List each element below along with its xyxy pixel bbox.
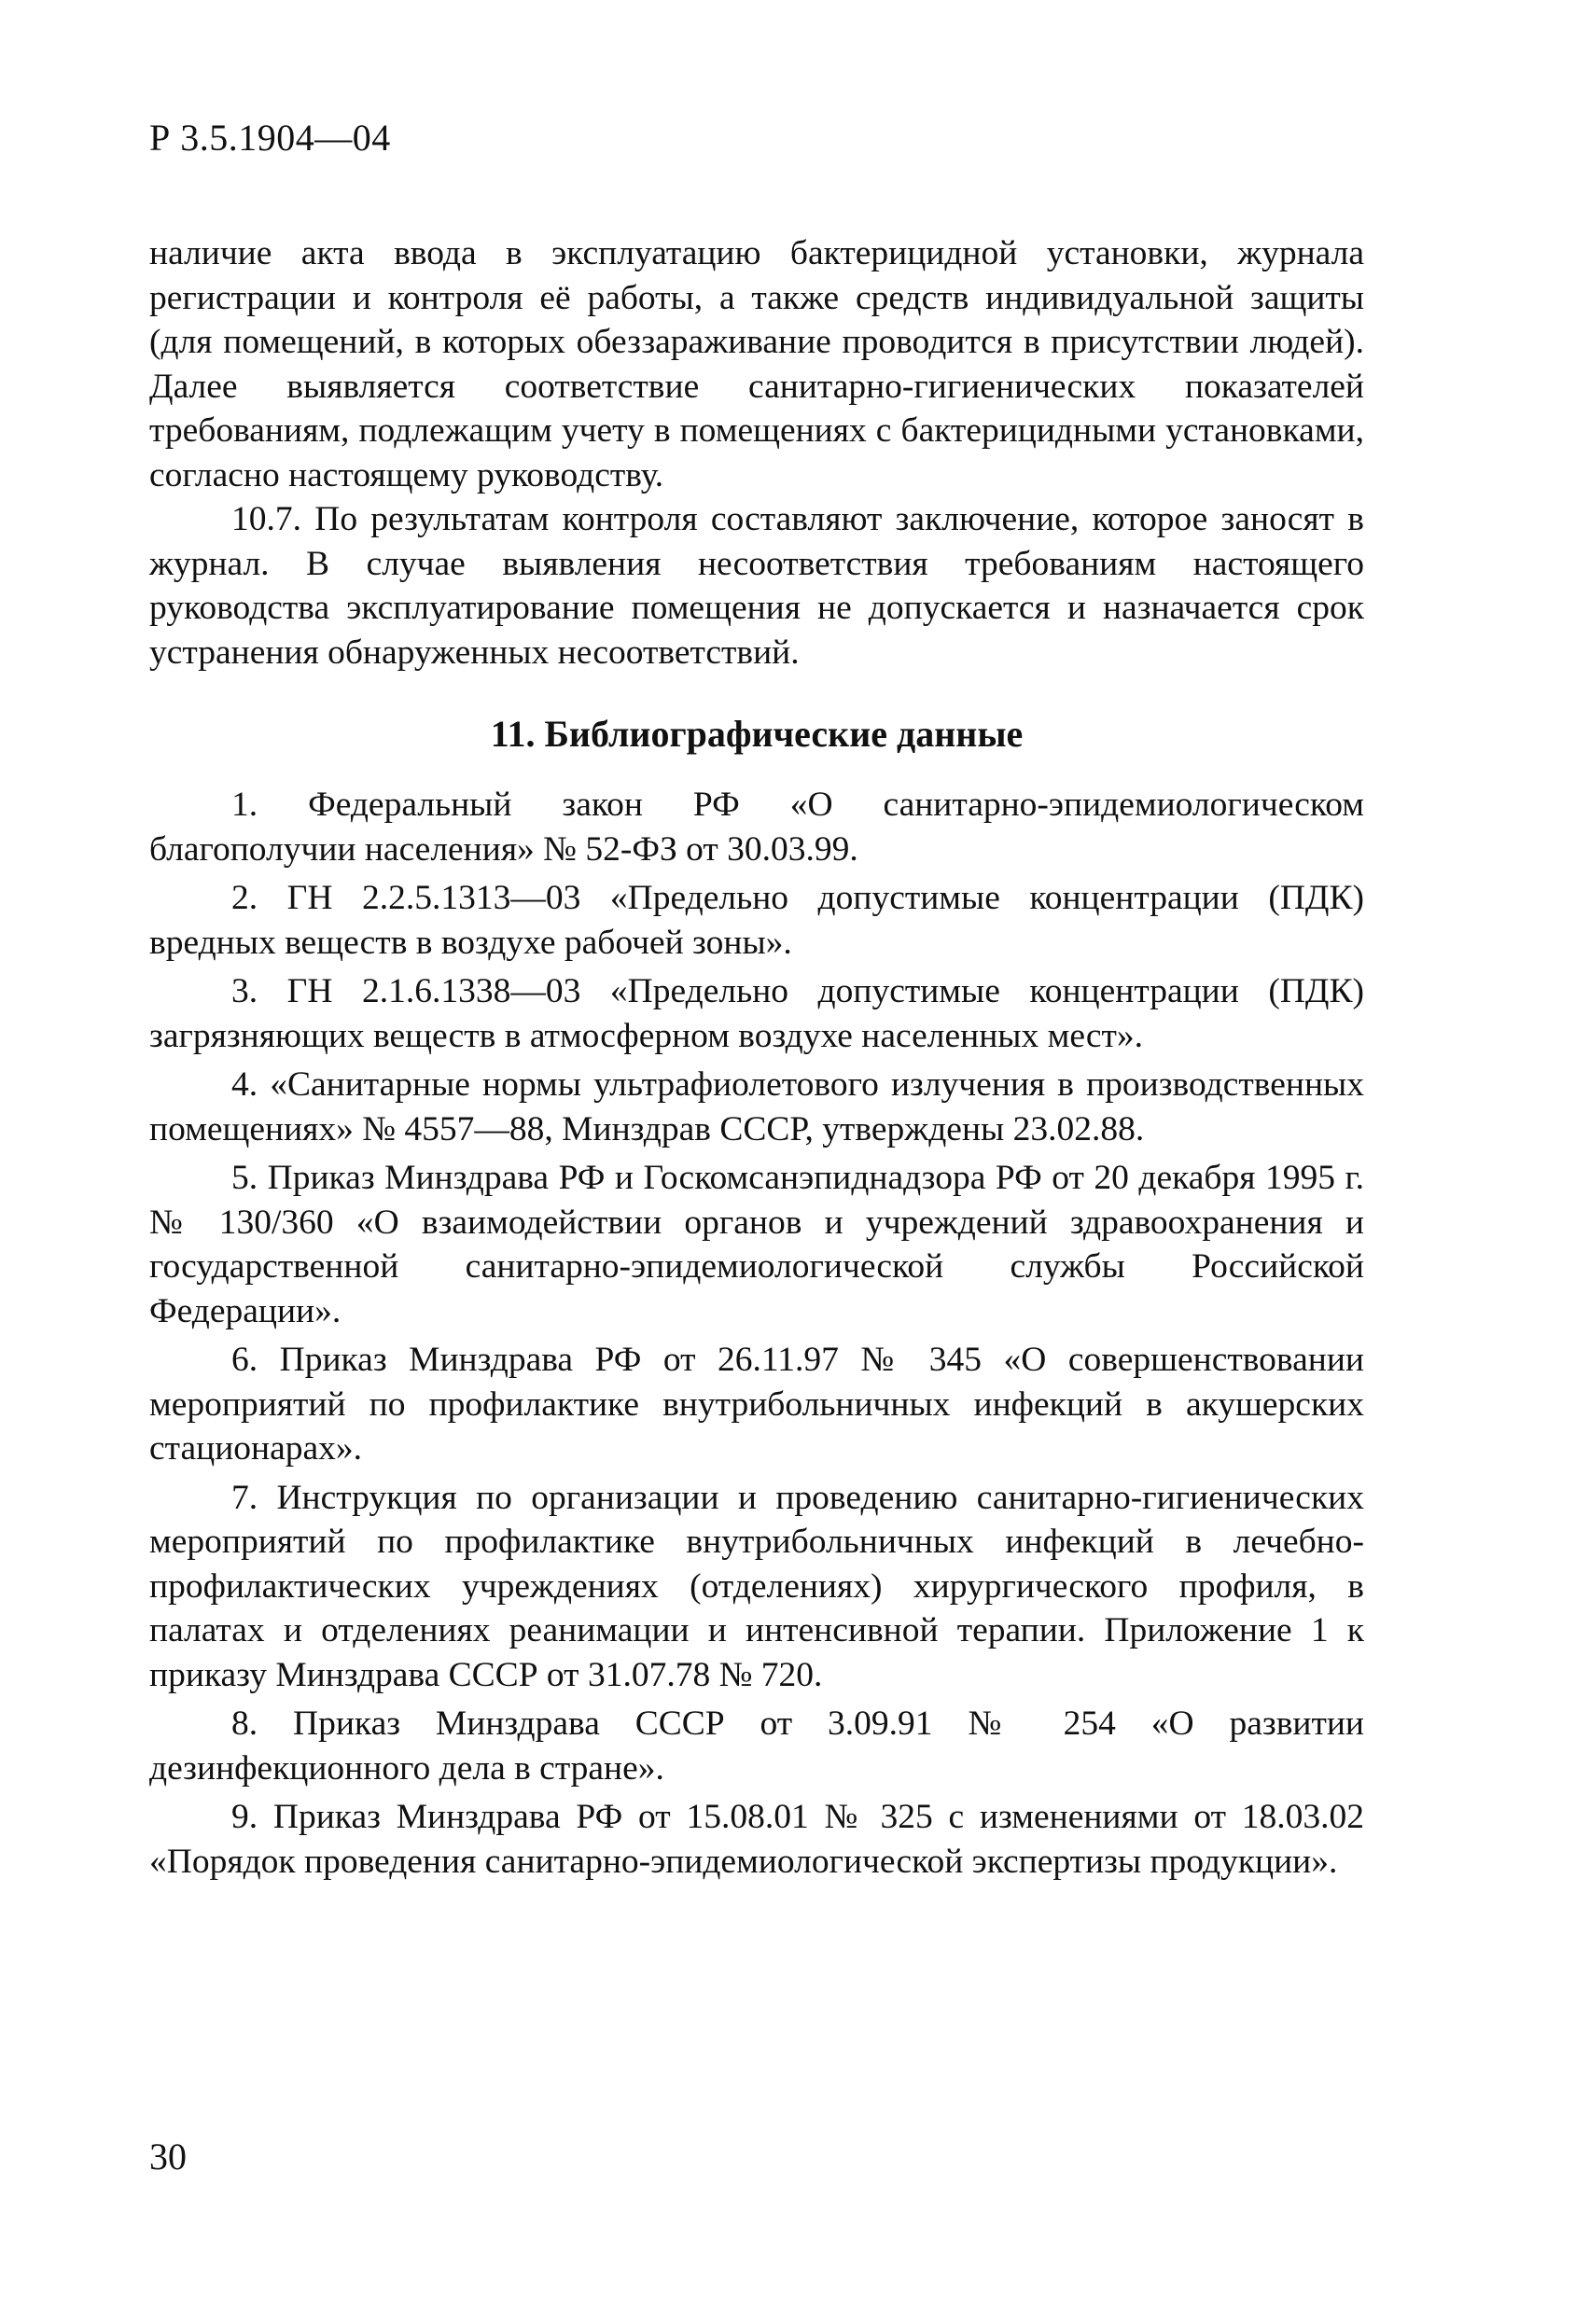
page-body: [149, 231, 1364, 1888]
running-header-doc-code: Р 3.5.1904—04: [149, 117, 391, 159]
reference-item: 4. «Санитарные нормы ультрафиолетового излучения в производственных помещениях» № 4557—88, Минздрав СССР, утверждены 23.02.88.: [149, 1065, 1364, 1148]
reference-item: 5. Приказ Минздрава РФ и Госкомсанэпиднадзора РФ от 20 декабря 1995 г. № 130/360 «О взаимодействии органов и учреждений здравоохранения и государственной санитарно-эпидемиологической службы Российской Федерации».: [149, 1159, 1364, 1330]
page-number: 30: [149, 2136, 187, 2178]
reference-item: 7. Инструкция по организации и проведению санитарно-гигиенических мероприятий по профилактике внутрибольничных инфекций в лечебно-профилактических учреждениях (отделениях) хирургического профиля, в палатах и отделениях реанимации и интенсивной терапии. Приложение 1 к приказу Минздрава СССР от 31.07.78 № 720.: [149, 1478, 1364, 1694]
reference-item: 8. Приказ Минздрава СССР от 3.09.91 № 254 «О развитии дезинфекционного дела в стране».: [149, 1705, 1364, 1788]
reference-item: 2. ГН 2.2.5.1313—03 «Предельно допустимые концентрации (ПДК) вредных веществ в воздухе рабочей зоны».: [149, 879, 1364, 962]
reference-item: 1. Федеральный закон РФ «О санитарно-эпидемиологическом благополучии населения» № 52-ФЗ от 30.03.99.: [149, 786, 1364, 869]
section-heading-bibliography: 11. Библиографические данные: [490, 713, 1024, 755]
reference-item: 3. ГН 2.1.6.1338—03 «Предельно допустимые концентрации (ПДК) загрязняющих веществ в атмосферном воздухе населенных мест».: [149, 972, 1364, 1055]
reference-list: [149, 783, 1364, 1884]
intro-paragraph-10-7: 10.7. По результатам контроля составляют заключение, которое заносят в журнал. В случае выявления несоответствия требованиям настоящего руководства эксплуатирование помещения не допускается и назначается срок устранения обнаруженных несоответствий.: [149, 500, 1364, 672]
intro-paragraph-continuation: наличие акта ввода в эксплуатацию бактерицидной установки, журнала регистрации и контроля её работы, а также средств индивидуальной защиты (для помещений, в которых обеззараживание проводится в присутствии людей). Далее выявляется соответствие санитарно-гигиенических показателей требованиям, подлежащим учету в помещениях с бактерицидными установками, согласно настоящему руководству.: [149, 234, 1364, 494]
reference-item: 9. Приказ Минздрава РФ от 15.08.01 № 325 с изменениями от 18.03.02 «Порядок проведения санитарно-эпидемиологической экспертизы продукции».: [149, 1798, 1364, 1881]
reference-item: 6. Приказ Минздрава РФ от 26.11.97 № 345 «О совершенствовании мероприятий по профилактике внутрибольничных инфекций в акушерских стационарах».: [149, 1341, 1364, 1468]
